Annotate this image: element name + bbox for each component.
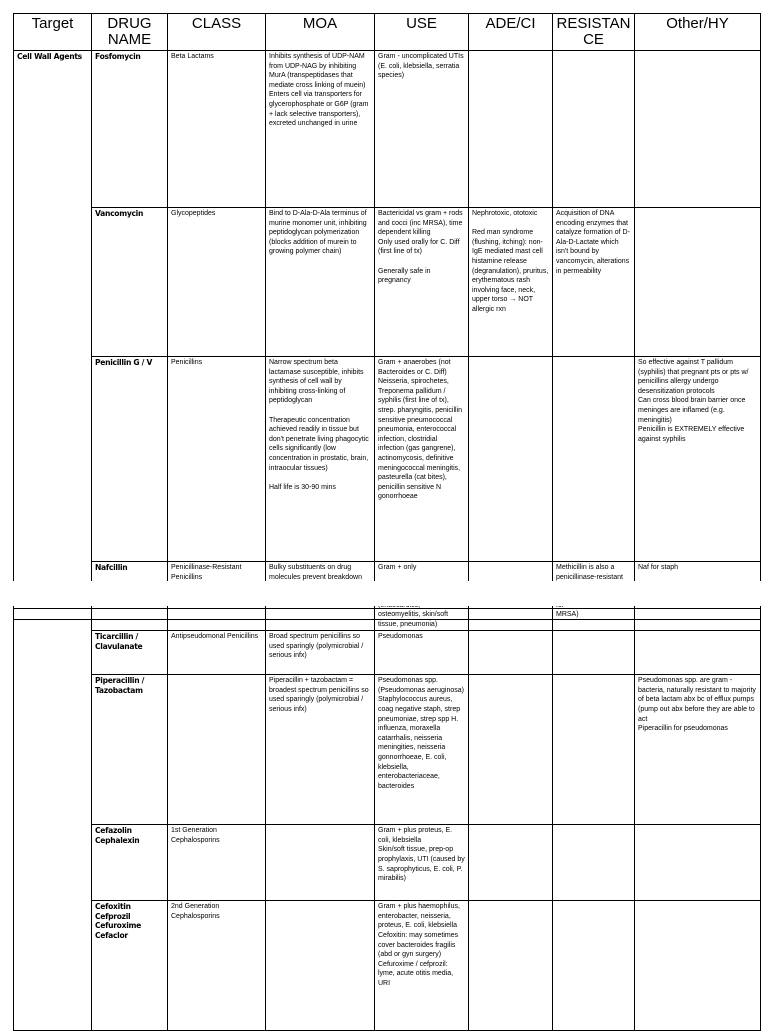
resistance-cell xyxy=(553,357,635,562)
use-cell: Pseudomonas spp. (Pseudomonas aeruginosa) Staphylococcus aureus, coag negative staph, strep pneumoniae, strep spp H. influenza, moraxella catarrhalis, neisseria meningities, neisseria gonnorrhoeae, E. coli, klebsiella, enterobacteriaceae, bacteroides xyxy=(375,675,469,825)
other-cell: Naf for staph xyxy=(635,562,761,620)
drug-name-cell: Nafcillin xyxy=(92,562,168,620)
header-row xyxy=(14,14,761,51)
ade-cell xyxy=(469,901,553,1031)
resistance-cell: MRSA) xyxy=(553,609,635,631)
target-cell xyxy=(14,609,92,1031)
drug-name-cell xyxy=(92,609,168,631)
drug-name-cell: Cefoxitin Cefprozil Cefuroxime Cefaclor xyxy=(92,901,168,1031)
header-use: USE xyxy=(375,14,469,51)
ade-cell xyxy=(469,357,553,562)
resistance-cell: Methicillin is also a penicillinase-resistant xyxy=(553,562,635,620)
ade-cell xyxy=(469,675,553,825)
use-cell: Gram - uncomplicated UTIs (E. coli, klebsiella, serratia species) xyxy=(375,51,469,208)
ade-cell xyxy=(469,609,553,631)
class-cell: Penicillins xyxy=(168,357,266,562)
use-cell: Gram + plus haemophilus, enterobacter, neisseria, proteus, E. coli, klebsiella Cefoxitin: may sometimes cover bacteroides fragilis (abd or gyn surgery) Cefuroxime / cefprozil: lyme, acute otitis media, URI xyxy=(375,901,469,1031)
other-cell xyxy=(635,631,761,675)
resistance-cell xyxy=(553,51,635,208)
other-cell xyxy=(635,825,761,901)
moa-cell xyxy=(266,825,375,901)
class-cell: Beta Lactams xyxy=(168,51,266,208)
other-cell: Pseudomonas spp. are gram - bacteria, naturally resistant to majority of beta lactam abx bc of efflux pumps (pump out abx before they are able to act Piperacillin for pseudomonas xyxy=(635,675,761,825)
resistance-cell: Acquisition of DNA encoding enzymes that catalyze formation of D-Ala-D-Lactate which isn't bound by vancomycin, alterations in permeability xyxy=(553,208,635,357)
moa-cell: Inhibits synthesis of UDP-NAM from UDP-NAG by inhibiting MurA (transpeptidases that mediate cross linking of muein) Enters cell via transporters for glycerophosphate or G6P (gram + lack selective transporters), excreted unchanged in urine xyxy=(266,51,375,208)
resistance-cell xyxy=(553,901,635,1031)
table-row xyxy=(14,51,761,208)
use-cell: Gram + only xyxy=(375,562,469,620)
moa-cell: Bind to D-Ala-D-Ala terminus of murine monomer unit, inhibiting peptidoglycan polymerization (blocks addition of murein to growing polymer chain) xyxy=(266,208,375,357)
class-cell xyxy=(168,609,266,631)
drug-name-cell: Ticarcillin / Clavulanate xyxy=(92,631,168,675)
moa-cell xyxy=(266,609,375,631)
drug-name-cell: Vancomycin xyxy=(92,208,168,357)
drug-table-page-2 xyxy=(13,608,761,1031)
other-cell xyxy=(635,901,761,1031)
table-row xyxy=(14,675,761,825)
header-moa: MOA xyxy=(266,14,375,51)
use-cell: Gram + anaerobes (not Bacteroides or C. Diff) Neisseria, spirochetes, Treponema pallidum / syphilis (first line of tx), strep. pharyngitis, penicillin sensitive pneumococcal pneumonia, enterococcal infection, clostridial infection (gas gangrene), actinomycosis, definitive meningococcal meningitis, pasteurella (cat bites), penicillin sensitive N gonorrhoeae xyxy=(375,357,469,562)
moa-cell xyxy=(266,901,375,1031)
drug-table-page-1 xyxy=(13,13,761,620)
other-cell xyxy=(635,51,761,208)
class-cell xyxy=(168,675,266,825)
resistance-cell xyxy=(553,675,635,825)
class-cell: Glycopeptides xyxy=(168,208,266,357)
header-other-hy: Other/HY xyxy=(635,14,761,51)
resistance-cell xyxy=(553,631,635,675)
table-row xyxy=(14,609,761,631)
resistance-cell xyxy=(553,825,635,901)
table-row xyxy=(14,357,761,562)
ade-cell xyxy=(469,631,553,675)
ade-cell xyxy=(469,825,553,901)
moa-cell: Narrow spectrum beta lactamase susceptible, inhibits synthesis of cell wall by inhibiting cross-linking of peptidoglycan Therapeutic concentration achieved readily in tissue but don't penetrate living phagocytic cells significantly (low concentration in prostatic, brain, intraocular tissues) Half life is 30-90 mins xyxy=(266,357,375,562)
drug-name-cell: Cefazolin Cephalexin xyxy=(92,825,168,901)
header-target: Target xyxy=(14,14,92,51)
table-row xyxy=(14,825,761,901)
table-row xyxy=(14,631,761,675)
class-cell: Penicillinase-Resistant Penicillins xyxy=(168,562,266,620)
use-cell: osteomyelitis, skin/soft tissue, pneumonia) xyxy=(375,609,469,631)
header-resistance: RESISTANCE xyxy=(553,14,635,51)
ade-cell xyxy=(469,51,553,208)
table-row xyxy=(14,208,761,357)
page-break xyxy=(0,581,768,606)
other-cell xyxy=(635,208,761,357)
table-row xyxy=(14,901,761,1031)
header-ade-ci: ADE/CI xyxy=(469,14,553,51)
class-cell: Antipseudomonal Penicillins xyxy=(168,631,266,675)
use-cell: Gram + plus proteus, E. coli, klebsiella Skin/soft tissue, prep-op prophylaxis, UTI (caused by S. saprophyticus, E. coli, P. mirabilis) xyxy=(375,825,469,901)
ade-cell: Nephrotoxic, ototoxic Red man syndrome (flushing, itching): non-IgE mediated mast cell histamine release (degranulation), pruritus, erythematous rash involving face, neck, upper torso → NOT allergic rxn xyxy=(469,208,553,357)
target-cell: Cell Wall Agents xyxy=(14,51,92,620)
header-class: CLASS xyxy=(168,14,266,51)
class-cell: 2nd Generation Cephalosporins xyxy=(168,901,266,1031)
use-cell: Bactericidal vs gram + rods and cocci (inc MRSA), time dependent killing Only used orally for C. Diff (first line of tx) Generally safe in pregnancy xyxy=(375,208,469,357)
drug-name-cell: Fosfomycin xyxy=(92,51,168,208)
other-cell: So effective against T pallidum (syphilis) that pregnant pts or pts w/ penicillins allergy undergo desensitization protocols Can cross blood brain barrier once meninges are inflamed (e.g. meningitis) Penicillin is EXTREMELY effective against syphilis xyxy=(635,357,761,562)
moa-cell: Piperacillin + tazobactam = broadest spectrum penicillins so used sparingly (polymicrobial / serious infx) xyxy=(266,675,375,825)
moa-cell: Bulky substituents on drug molecules prevent breakdown xyxy=(266,562,375,620)
drug-name-cell: Piperacillin / Tazobactam xyxy=(92,675,168,825)
use-cell: Pseudomonas xyxy=(375,631,469,675)
header-drug-name: DRUG NAME xyxy=(92,14,168,51)
other-cell xyxy=(635,609,761,631)
drug-name-cell: Penicillin G / V xyxy=(92,357,168,562)
class-cell: 1st Generation Cephalosporins xyxy=(168,825,266,901)
moa-cell: Broad spectrum penicillins so used sparingly (polymicrobial / serious infx) xyxy=(266,631,375,675)
